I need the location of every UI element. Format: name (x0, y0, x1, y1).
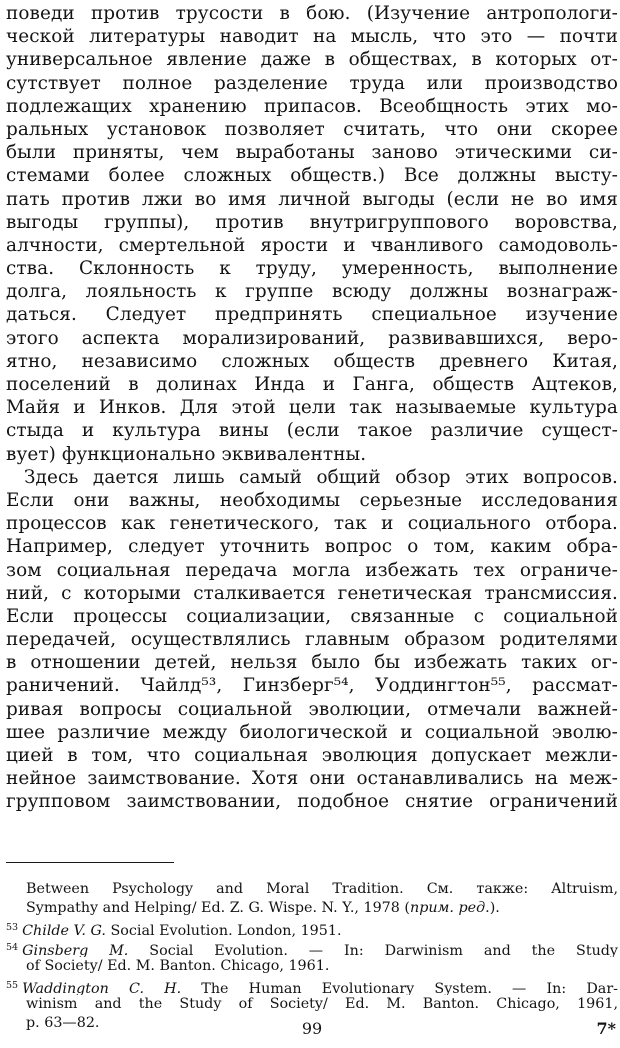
text-line: этого аспекта морализирований, развивавшихся, веро- (6, 327, 618, 349)
text-line: долга, лояльность к группе всюду должны вознаграж- (6, 281, 618, 303)
footnote-number: 53 (6, 922, 19, 934)
footnote-text: ). (489, 900, 500, 917)
footnote-divider (6, 862, 174, 863)
text-line: Майя и Инков. Для этой цели так называемые культура (6, 397, 618, 419)
footnote-continuation: winism and the Study of Society/ Ed. M. Banton. Chicago, 1961, (26, 996, 618, 1013)
book-page (6, 0, 618, 1048)
text-line: поселений в долинах Инда и Ганга, обществ Ацтеков, (6, 374, 618, 395)
text-line: стемами более сложных обществ.) Все должны высту- (6, 165, 618, 187)
footnote-number: 55 (6, 979, 19, 991)
text-line: алчности, смертельной ярости и чванливого самодоволь- (6, 234, 618, 256)
footnote-text: Social Evolution. London, 1951. (105, 923, 342, 938)
text-line: ривая вопросы социальной эволюции, отмечали важней- (6, 698, 618, 720)
text-line: подлежащих хранению припасов. Всеобщность этих мо- (6, 95, 618, 117)
footnote-text: Social Evolution. — In: Darwinism and the Study (128, 942, 618, 957)
text-line: групповом заимствовании, подобное снятие ограничений (6, 791, 618, 813)
footnote-continuation: p. 63—82. (26, 1015, 100, 1032)
text-line: поведи против трусости в бою. (Изучение антропологи- (6, 3, 618, 24)
text-line: выгоды группы), против внутригруппового воровства, (6, 211, 618, 233)
text-line: сутствует полное разделение труда или производство (6, 72, 618, 94)
text-line: нейное заимствование. Хотя они останавливались на меж- (6, 768, 618, 790)
footnote-text: The Human Evolutionary System. — In: Dar- (181, 980, 618, 996)
signature-mark: 7* (596, 1019, 616, 1038)
text-line: стыда и культура вины (если такое различие сущест- (6, 420, 618, 442)
footnote-author: Waddington C. H. (22, 980, 182, 996)
footnote-number: 54 (6, 941, 19, 953)
text-line: пать против лжи во имя личной выгоды (если не во имя (6, 188, 618, 210)
paragraph-first-line: Здесь дается лишь самый общий обзор этих вопросов. (24, 466, 618, 488)
text-line: Например, следует уточнить вопрос о том, каким обра- (6, 536, 618, 558)
footnote-continuation: Between Psychology and Moral Tradition. См. также: Altruism, (26, 881, 618, 897)
text-line: ятно, независимо сложных обществ древнего Китая, (6, 350, 618, 372)
text-line: передачей, осуществлялись главным образом родителями (6, 629, 618, 651)
text-line: шее различие между биологической и социальной эволю- (6, 721, 618, 743)
text-line: Если процессы социализации, связанные с социальной (6, 605, 618, 627)
text-line: универсальное явление даже в обществах, в которых от- (6, 49, 618, 71)
footnote-author: Childe V. G. (22, 923, 106, 938)
footnote-continuation (6, 899, 618, 918)
footnotes (6, 880, 618, 1034)
text-line: цией в том, что социальная эволюция допускает межли- (6, 745, 618, 766)
text-line: в отношении детей, нельзя было бы избежать таких ог- (6, 652, 618, 674)
footnote-53 (6, 918, 618, 937)
page-number: 99 (301, 1019, 323, 1038)
text-line: ства. Склонность к труду, умеренность, выполнение (6, 258, 618, 280)
text-line: были приняты, чем выработаны заново этическими си- (6, 142, 618, 164)
text-line: ний, с которыми сталкивается генетическая трансмиссия. (6, 582, 618, 604)
text-line: процессов как генетического, так и социального отбора. (6, 513, 618, 535)
main-text (6, 2, 618, 814)
text-line: ральных установок позволяет считать, что они скорее (6, 118, 618, 140)
text-line: вует) функционально эквивалентны. (6, 443, 367, 465)
footnote-author: Ginsberg M. (22, 942, 129, 957)
text-line: ческой литературы наводит на мысль, что это — почти (6, 26, 618, 48)
footnote-text: Sympathy and Helping/ Ed. Z. G. Wispe. N. Y., 1978 ( (26, 900, 410, 917)
text-line: раничений. Чайлд⁵³, Гинзберг⁵⁴, Уоддингтон⁵⁵, рассмат- (6, 675, 618, 697)
text-line: даться. Следует предпринять специальное изучение (6, 304, 618, 326)
text-line: зом социальная передача могла избежать тех ограниче- (6, 559, 618, 581)
footnote-continuation: of Society/ Ed. M. Banton. Chicago, 1961. (26, 957, 330, 974)
footnote-54 (6, 938, 618, 957)
text-line: Если они важны, необходимы серьезные исследования (6, 489, 618, 511)
footnote-55 (6, 976, 618, 995)
editor-note: прим. ред. (409, 900, 490, 917)
